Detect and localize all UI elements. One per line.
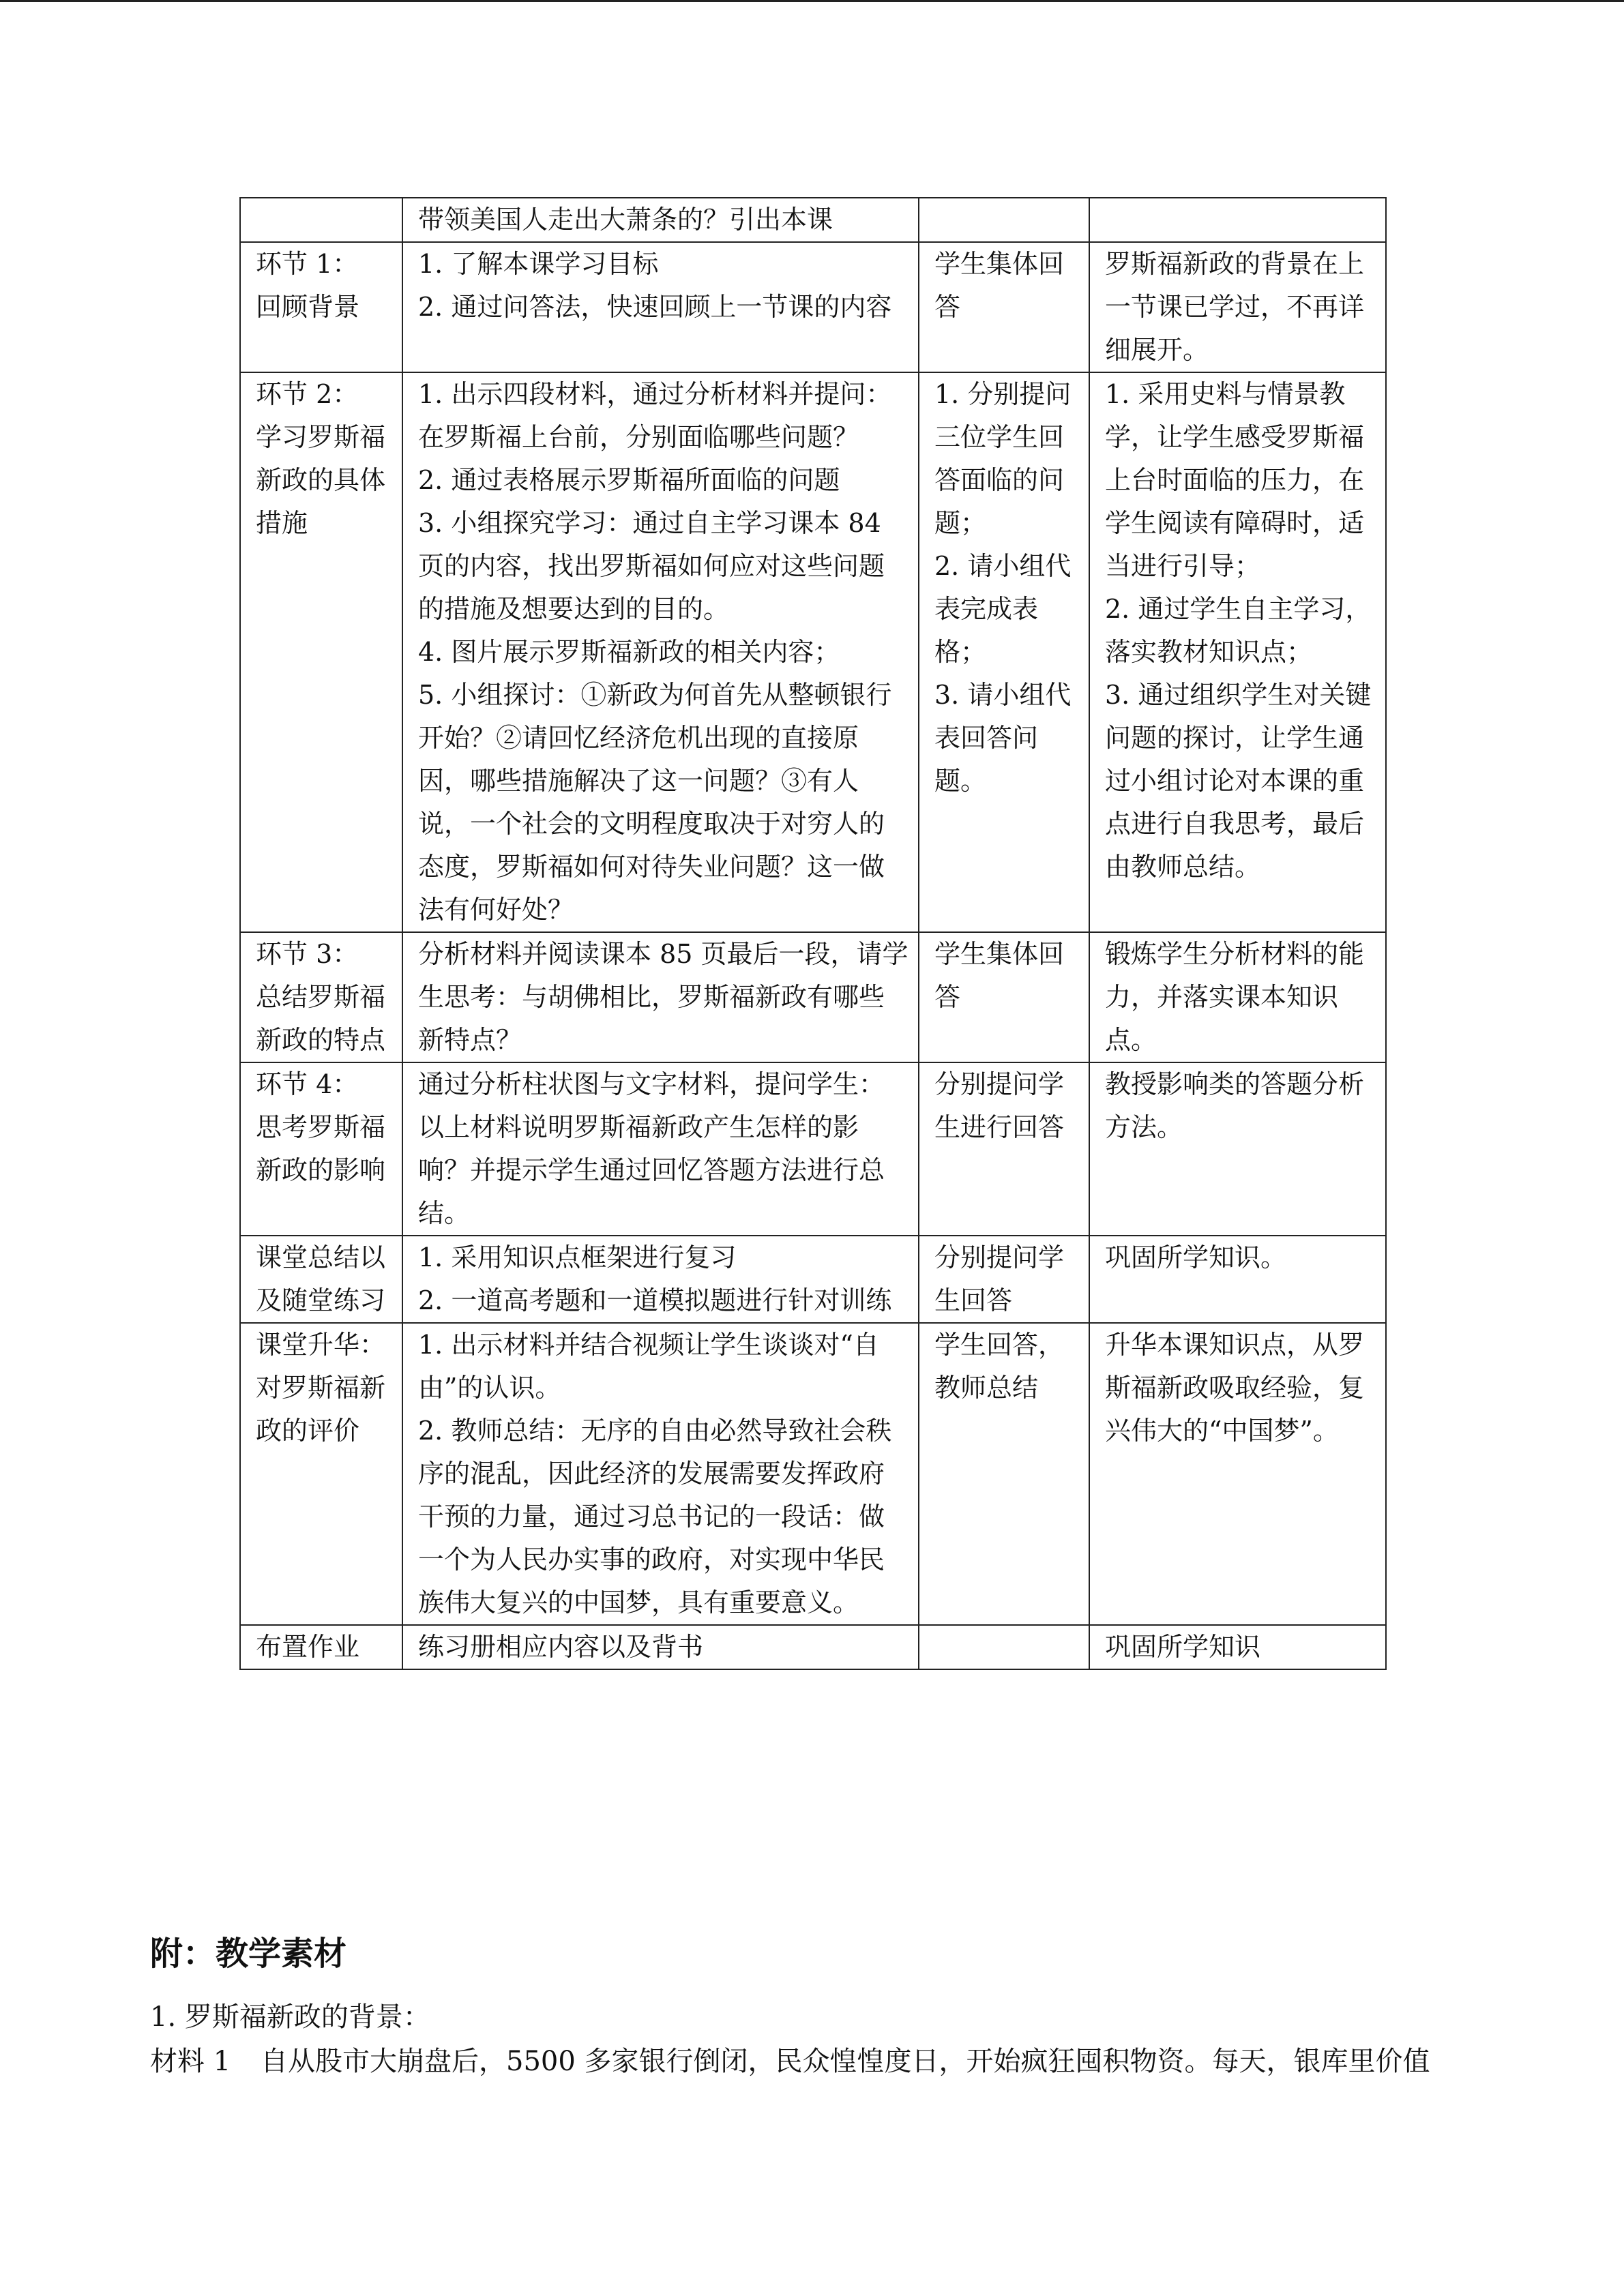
table-cell-intent [1089, 372, 1386, 932]
cell-text-intent: 教授影响类的答题分析方法。 [1105, 1069, 1365, 1142]
table-cell-stage [240, 198, 402, 242]
table-cell-content [402, 1323, 919, 1625]
appendix-title: 附：教学素材 [150, 1935, 347, 1973]
table-cell-activity [919, 372, 1089, 932]
cell-text-content: 通过分析柱状图与文字材料，提问学生：以上材料说明罗斯福新政产生怎样的影响？并提示学生通过回忆答题方法进行总结。 [418, 1069, 885, 1228]
table-cell-stage [240, 372, 402, 932]
table-cell-content [402, 1062, 919, 1236]
table-cell-activity [919, 1062, 1089, 1236]
cell-text-activity: 学生集体回答 [934, 249, 1065, 322]
cell-text-stage: 布置作业 [256, 1632, 360, 1662]
table-cell-content [402, 242, 919, 372]
table-row [240, 932, 1386, 1062]
cell-text-intent: 升华本课知识点，从罗斯福新政吸取经验，复兴伟大的“中国梦”。 [1105, 1330, 1365, 1446]
table-cell-content [402, 932, 919, 1062]
table-cell-content [402, 372, 919, 932]
cell-text-content: 1. 了解本课学习目标 2. 通过问答法，快速回顾上一节课的内容 [418, 249, 892, 322]
cell-text-stage: 环节 3： 总结罗斯福新政的特点 [256, 939, 386, 1055]
table-cell-activity [919, 1236, 1089, 1323]
cell-text-stage: 环节 1： 回顾背景 [256, 249, 360, 322]
table-cell-activity [919, 242, 1089, 372]
cell-text-activity: 学生回答，教师总结 [934, 1330, 1065, 1403]
table-row [240, 372, 1386, 932]
cell-text-stage: 环节 2： 学习罗斯福新政的具体措施 [256, 379, 386, 538]
cell-text-content: 1. 采用知识点框架进行复习 2. 一道高考题和一道模拟题进行针对训练 [418, 1242, 892, 1315]
page-top-border [0, 0, 1624, 2]
table-cell-stage [240, 1236, 402, 1323]
lesson-plan-body [240, 198, 1386, 1669]
table-cell-intent [1089, 1625, 1386, 1669]
cell-text-activity: 学生集体回答 [934, 939, 1065, 1012]
cell-text-stage: 课堂升华： 对罗斯福新政的评价 [256, 1330, 386, 1446]
cell-text-intent: 锻炼学生分析材料的能力，并落实课本知识点。 [1105, 939, 1365, 1055]
table-cell-stage [240, 1323, 402, 1625]
cell-text-content: 1. 出示四段材料，通过分析材料并提问：在罗斯福上台前，分别面临哪些问题？ 2. 通过表格展示罗斯福所面临的问题 3. 小组探究学习：通过自主学习课本 84 页的内容，找出罗斯福如何应对这些问题的措施及想要达到的目的。 4. 图片展示罗斯福新政的相关内容； 5. 小组探讨：①新政为何首先从整顿银行开始？②请回忆经济危机出现的直接原因，哪些措施解决了这一问题？③有人说，一个社会的文明程度取决于对穷人的态度，罗斯福如何对待失业问题？这一做法有何好处？ [418, 379, 892, 925]
cell-text-intent: 巩固所学知识。 [1105, 1242, 1287, 1272]
table-cell-stage [240, 932, 402, 1062]
cell-text-stage: 课堂总结以及随堂练习 [256, 1242, 386, 1315]
table-row [240, 1323, 1386, 1625]
cell-text-intent: 巩固所学知识 [1105, 1632, 1261, 1662]
cell-text-intent: 1. 采用史料与情景教学，让学生感受罗斯福上台时面临的压力，在学生阅读有障碍时，适当进行引导； 2. 通过学生自主学习，落实教材知识点； 3. 通过组织学生对关键问题的探讨，让学生通过小组讨论对本课的重点进行自我思考，最后由教师总结。 [1105, 379, 1372, 882]
table-cell-activity [919, 198, 1089, 242]
table-cell-stage [240, 1625, 402, 1669]
table-row [240, 1236, 1386, 1323]
cell-text-content: 带领美国人走出大萧条的？引出本课 [418, 205, 833, 235]
table-cell-activity [919, 1625, 1089, 1669]
cell-text-activity: 分别提问学生进行回答 [934, 1069, 1065, 1142]
table-cell-intent [1089, 932, 1386, 1062]
table-row [240, 1062, 1386, 1236]
table-cell-activity [919, 1323, 1089, 1625]
cell-text-activity: 分别提问学生回答 [934, 1242, 1065, 1315]
table-row [240, 242, 1386, 372]
table-cell-content [402, 198, 919, 242]
material-1-label: 材料 1 [150, 2046, 231, 2077]
cell-text-activity: 1. 分别提问三位学生回答面临的问题； 2. 请小组代表完成表格； 3. 请小组代表回答问题。 [934, 379, 1072, 796]
cell-text-content: 分析材料并阅读课本 85 页最后一段，请学生思考：与胡佛相比，罗斯福新政有哪些新特点？ [418, 939, 909, 1055]
cell-text-stage: 环节 4： 思考罗斯福新政的影响 [256, 1069, 386, 1185]
section-heading-background: 1. 罗斯福新政的背景： [150, 2001, 430, 2033]
material-1-text: 自从股市大崩盘后，5500 多家银行倒闭，民众惶惶度日，开始疯狂囤积物资。每天，银库里价值 [261, 2046, 1430, 2077]
lesson-plan-table [239, 197, 1387, 1670]
table-cell-intent [1089, 242, 1386, 372]
table-cell-stage [240, 242, 402, 372]
table-cell-intent [1089, 198, 1386, 242]
table-cell-content [402, 1236, 919, 1323]
cell-text-intent: 罗斯福新政的背景在上一节课已学过，不再详细展开。 [1105, 249, 1365, 365]
table-row [240, 1625, 1386, 1669]
cell-text-content: 练习册相应内容以及背书 [418, 1632, 704, 1662]
cell-text-content: 1. 出示材料并结合视频让学生谈谈对“自由”的认识。 2. 教师总结：无序的自由必然导致社会秩序的混乱，因此经济的发展需要发挥政府干预的力量，通过习总书记的一段话：做一个为人民办实事的政府，对实现中华民族伟大复兴的中国梦，具有重要意义。 [418, 1330, 892, 1617]
material-1-line [150, 2042, 1514, 2081]
table-cell-activity [919, 932, 1089, 1062]
table-cell-intent [1089, 1323, 1386, 1625]
table-row [240, 198, 1386, 242]
table-cell-stage [240, 1062, 402, 1236]
table-cell-intent [1089, 1062, 1386, 1236]
table-cell-intent [1089, 1236, 1386, 1323]
table-cell-content [402, 1625, 919, 1669]
